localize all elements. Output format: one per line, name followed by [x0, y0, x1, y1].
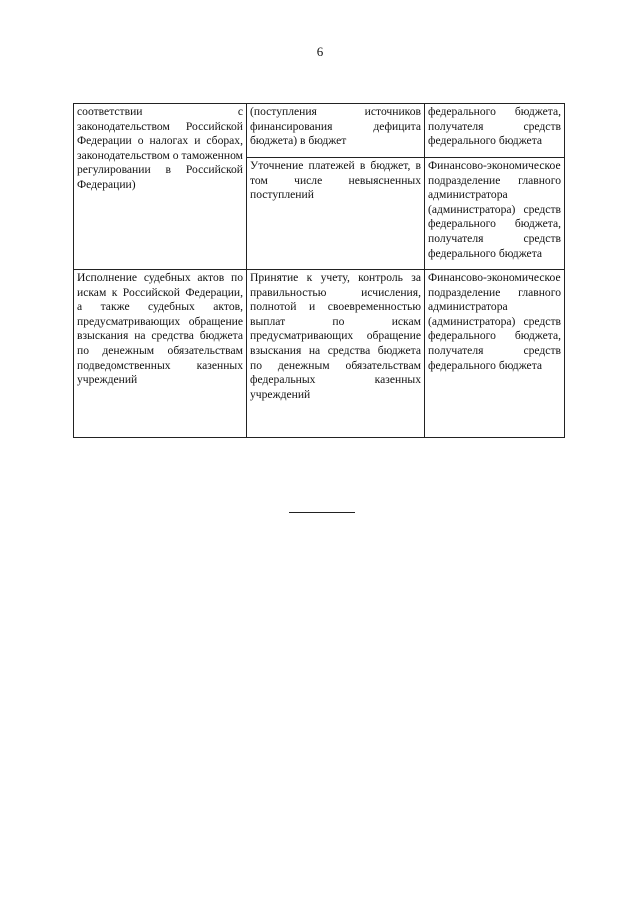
table-cell-operation: (поступления источников финансирования дефицита бюджета) в бюджет [247, 104, 425, 158]
end-of-document-rule [289, 512, 355, 513]
page-number: 6 [316, 44, 324, 59]
table-cell-responsible: Финансово-экономическое подразделение главного администратора (администратора) средств федерального бюджета, получателя средств федерального бюджета [425, 270, 565, 438]
table-row [74, 270, 565, 438]
table-cell-description: Исполнение судебных актов по искам к Российской Федерации, а также судебных актов, предусматривающих обращение взыскания на средства бюджета по денежным обязательствам подведомственных казенных учреждений [74, 270, 247, 438]
table-cell-operation: Принятие к учету, контроль за правильностью исчисления, полнотой и своевременностью выплат по искам предусматривающих обращение взыскания на средства бюджета по денежным обязательствам федеральных казенных учреждений [247, 270, 425, 438]
table-row [74, 104, 565, 158]
table-cell-operation: Уточнение платежей в бюджет, в том числе невыясненных поступлений [247, 158, 425, 270]
document-table [73, 103, 565, 438]
table-cell-responsible: Финансово-экономическое подразделение главного администратора (администратора) средств федерального бюджета, получателя средств федерального бюджета [425, 158, 565, 270]
table-cell-responsible: федерального бюджета, получателя средств федерального бюджета [425, 104, 565, 158]
table-cell-description: соответствии с законодательством Российской Федерации о налогах и сборах, законодательством о таможенном регулировании в Российской Федерации) [74, 104, 247, 270]
